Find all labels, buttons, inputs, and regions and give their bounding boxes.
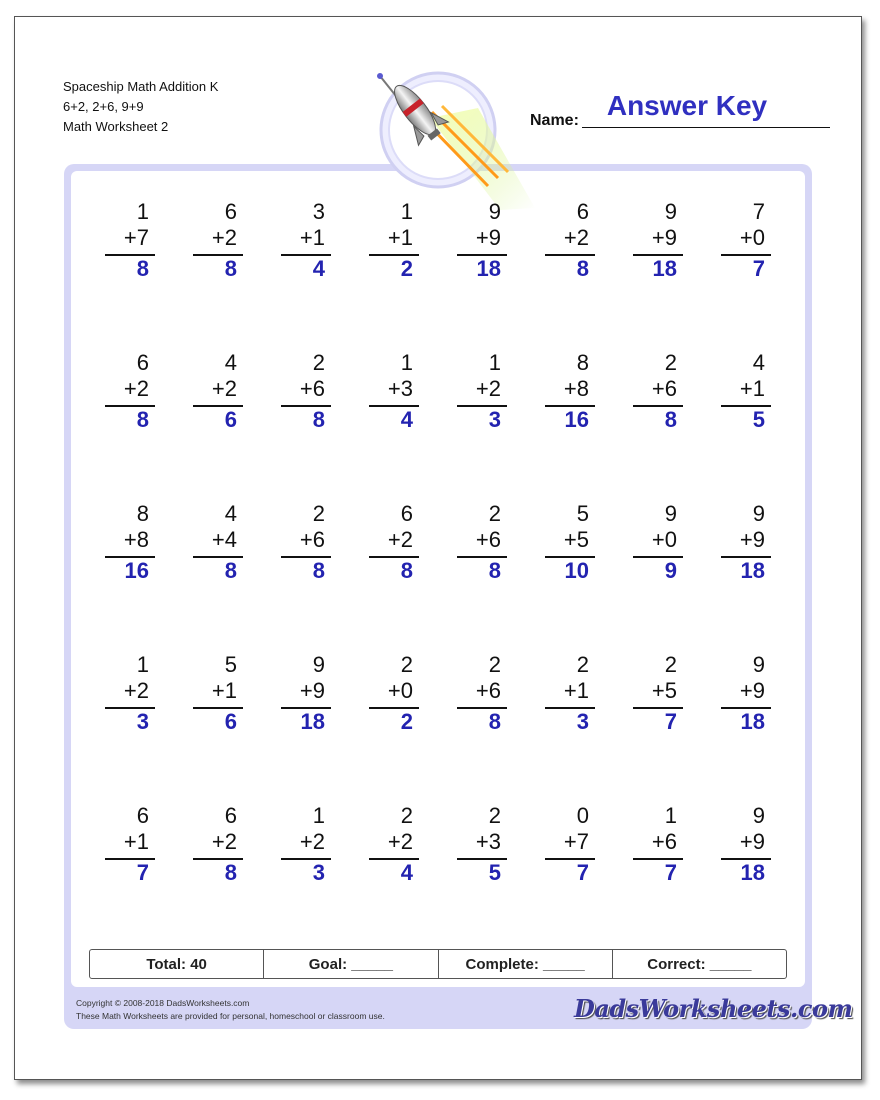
answer: 7 [576,860,589,885]
answer: 6 [224,407,237,432]
answer-key-label: Answer Key [606,90,768,121]
addend-top: 2 [488,803,501,828]
addend-top: 2 [664,350,677,375]
answer: 9 [664,558,677,583]
answer: 7 [136,860,149,885]
addend-bottom: +2 [211,829,237,854]
addend-top: 1 [136,199,149,224]
addend-top: 8 [576,350,589,375]
answer: 7 [664,709,677,734]
total-cell: Total: 40 [90,950,264,978]
addend-bottom: +8 [563,376,589,401]
addend-top: 6 [576,199,589,224]
complete-cell: Complete: _____ [439,950,613,978]
addend-top: 9 [752,803,765,828]
usage-line: These Math Worksheets are provided for personal, homeschool or classroom use. [76,1011,385,1021]
answer: 8 [312,407,325,432]
addend-top: 3 [312,199,325,224]
copyright-line: Copyright © 2008-2018 DadsWorksheets.com [76,998,250,1008]
addend-bottom: +2 [211,225,237,250]
addend-bottom: +8 [123,527,149,552]
answer: 7 [752,256,765,281]
addend-bottom: +5 [563,527,589,552]
answer: 4 [312,256,325,281]
addend-bottom: +9 [475,225,501,250]
addend-top: 2 [312,501,325,526]
addend-top: 0 [576,803,589,828]
addend-bottom: +5 [651,678,677,703]
worksheet-info [63,77,218,137]
name-line [582,127,830,128]
addend-top: 9 [488,199,501,224]
addend-bottom: +9 [739,678,765,703]
answer: 4 [400,407,413,432]
answer: 16 [564,407,589,432]
addend-top: 6 [224,199,237,224]
answer: 18 [652,256,677,281]
addend-bottom: +9 [651,225,677,250]
name-label: Name: [530,112,579,129]
score-table [89,949,787,979]
answer: 8 [664,407,677,432]
addend-bottom: +7 [563,829,589,854]
answer: 8 [136,256,149,281]
addend-bottom: +3 [387,376,413,401]
addend-top: 6 [136,803,149,828]
addend-bottom: +2 [563,225,589,250]
problems-frame [64,164,812,1029]
worksheet-title: Spaceship Math Addition K [63,79,219,94]
addend-bottom: +0 [387,678,413,703]
addend-bottom: +9 [299,678,325,703]
addend-bottom: +2 [211,376,237,401]
answer: 18 [300,709,325,734]
addend-top: 1 [312,803,325,828]
answer: 6 [224,709,237,734]
answer: 18 [476,256,501,281]
addend-top: 9 [752,501,765,526]
answer: 7 [664,860,677,885]
addend-bottom: +6 [651,376,677,401]
addend-bottom: +2 [387,829,413,854]
addend-top: 1 [400,199,413,224]
addend-bottom: +2 [123,678,149,703]
answer: 18 [740,860,765,885]
answer: 5 [488,860,501,885]
addend-top: 4 [224,501,237,526]
addend-bottom: +0 [739,225,765,250]
addend-top: 5 [224,652,237,677]
addend-bottom: +2 [123,376,149,401]
dadsworksheets-logo: DadsWorksheets.com [574,994,853,1023]
addend-bottom: +1 [387,225,413,250]
addend-top: 6 [136,350,149,375]
addend-bottom: +1 [563,678,589,703]
answer: 8 [224,256,237,281]
addend-top: 4 [752,350,765,375]
addend-top: 2 [576,652,589,677]
addend-bottom: +6 [299,376,325,401]
addend-top: 2 [400,803,413,828]
problems-panel [71,171,805,987]
addend-bottom: +9 [739,829,765,854]
addend-bottom: +6 [299,527,325,552]
answer: 18 [740,558,765,583]
answer: 16 [124,558,149,583]
addend-bottom: +4 [211,527,237,552]
addend-top: 2 [664,652,677,677]
addend-bottom: +1 [211,678,237,703]
addend-top: 5 [576,501,589,526]
worksheet-facts: 6+2, 2+6, 9+9 [63,99,144,114]
addend-top: 9 [752,652,765,677]
addend-bottom: +3 [475,829,501,854]
copyright-notice [76,997,385,1023]
answer: 3 [136,709,149,734]
addend-bottom: +1 [739,376,765,401]
answer: 3 [488,407,501,432]
answer: 8 [224,860,237,885]
addend-top: 9 [664,199,677,224]
addend-bottom: +6 [475,527,501,552]
correct-cell: Correct: _____ [647,955,752,973]
addend-bottom: +6 [475,678,501,703]
answer: 10 [564,558,589,583]
addend-top: 7 [752,199,765,224]
addend-bottom: +1 [123,829,149,854]
addend-top: 2 [488,652,501,677]
addend-top: 1 [664,803,677,828]
answer: 2 [400,709,413,734]
answer: 5 [752,407,765,432]
answer: 3 [576,709,589,734]
answer: 8 [400,558,413,583]
answer: 8 [488,709,501,734]
addend-top: 6 [400,501,413,526]
answer: 3 [312,860,325,885]
addend-bottom: +6 [651,829,677,854]
addend-bottom: +9 [739,527,765,552]
answer: 4 [400,860,413,885]
answer: 8 [224,558,237,583]
addend-top: 2 [488,501,501,526]
addend-top: 8 [136,501,149,526]
answer: 2 [400,256,413,281]
addend-top: 1 [488,350,501,375]
goal-cell: Goal: _____ [264,950,438,978]
answer: 8 [488,558,501,583]
addend-top: 9 [664,501,677,526]
answer: 8 [136,407,149,432]
addend-top: 2 [400,652,413,677]
addend-bottom: +2 [475,376,501,401]
addend-bottom: +2 [387,527,413,552]
addend-bottom: +7 [123,225,149,250]
addend-top: 6 [224,803,237,828]
answer: 8 [312,558,325,583]
answer: 18 [740,709,765,734]
addend-top: 2 [312,350,325,375]
answer: 8 [576,256,589,281]
addend-bottom: +2 [299,829,325,854]
addend-top: 4 [224,350,237,375]
worksheet-subtitle: Math Worksheet 2 [63,119,169,134]
addend-top: 1 [400,350,413,375]
addend-bottom: +1 [299,225,325,250]
addend-bottom: +0 [651,527,677,552]
addend-top: 9 [312,652,325,677]
addend-top: 1 [136,652,149,677]
rocket-icon [360,60,550,230]
